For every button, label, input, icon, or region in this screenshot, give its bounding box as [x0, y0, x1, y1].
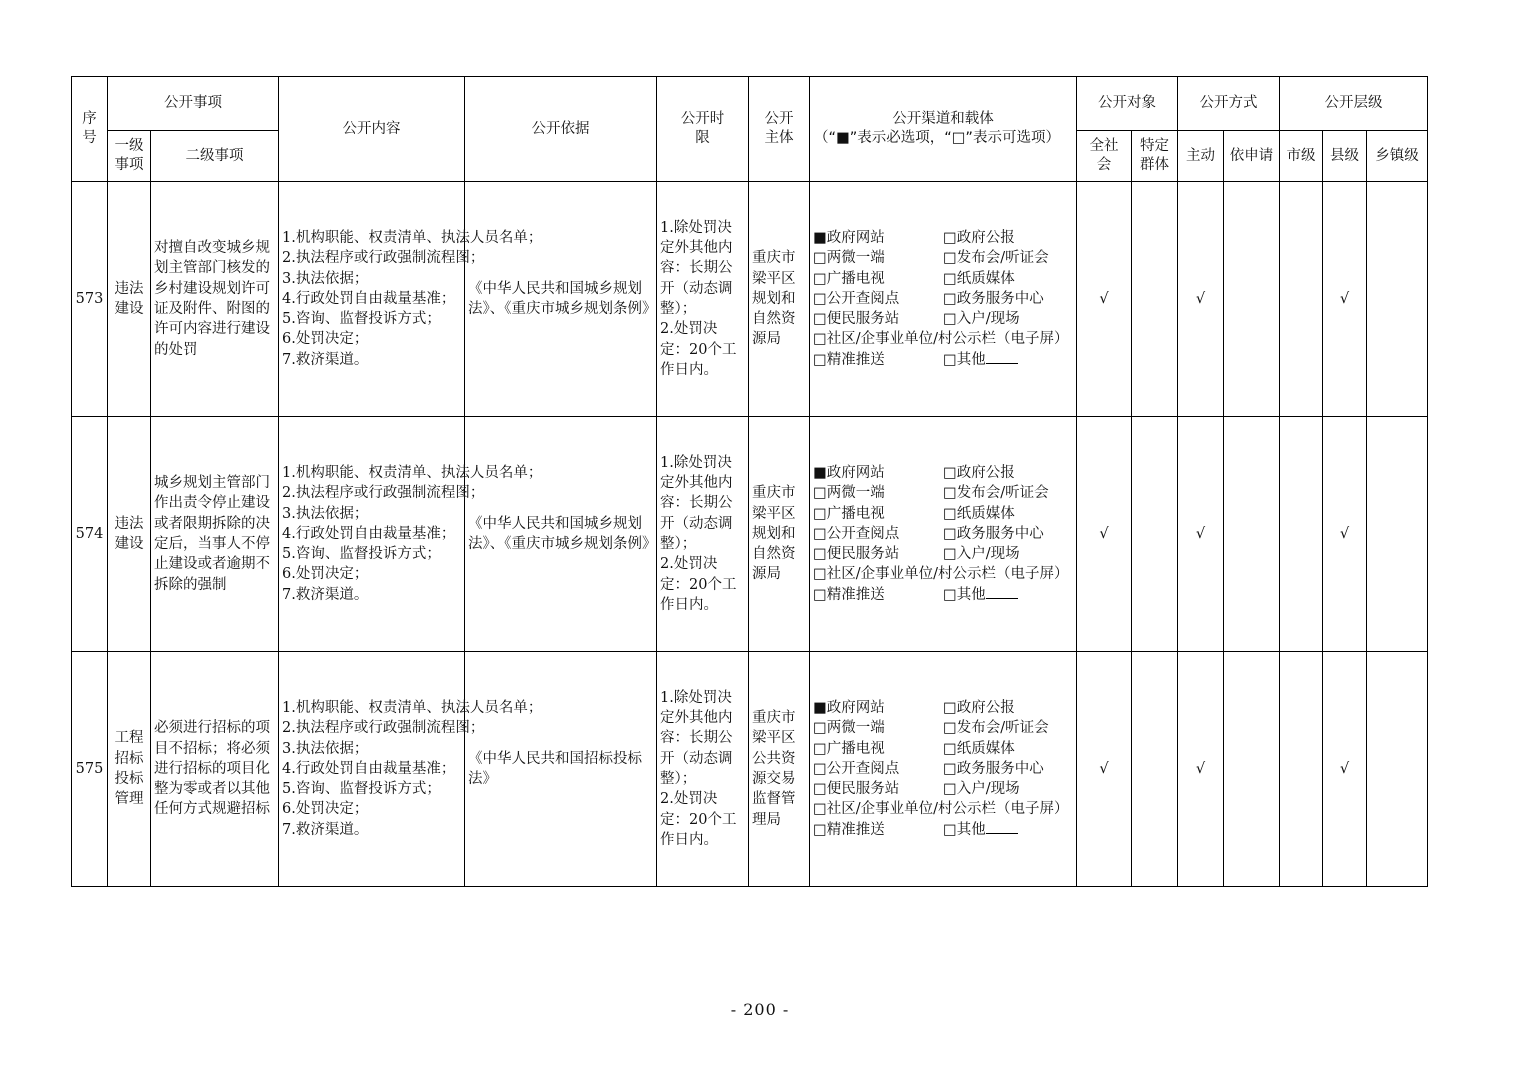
row-target-group — [1132, 652, 1178, 887]
channel-option — [943, 779, 1073, 799]
channel-option-label: □发布会/听证会 — [943, 250, 1049, 267]
header-basis: 公开依据 — [465, 77, 657, 182]
row-content-line: 2.执法程序或行政强制流程图； — [282, 485, 485, 502]
row-timelimit-line: 2.处罚决定：20个工作日内。 — [660, 321, 737, 378]
channel-option-label: ■政府网站 — [813, 464, 885, 481]
row-content-line: 3.执法依据； — [282, 740, 369, 757]
row-subject: 重庆市梁平区规划和自然资源局 — [749, 417, 810, 652]
channel-option — [943, 483, 1073, 503]
header-level2: 二级事项 — [151, 131, 279, 182]
channel-option — [813, 718, 943, 738]
row-timelimit — [657, 652, 749, 887]
channel-option — [943, 289, 1073, 309]
header-method-apply: 依申请 — [1224, 131, 1280, 182]
row-content-line: 3.执法依据； — [282, 270, 369, 287]
channel-option — [813, 698, 943, 718]
channel-option — [813, 759, 943, 779]
header-level-county: 县级 — [1323, 131, 1367, 182]
row-method-active: √ — [1178, 417, 1224, 652]
row-content-line: 4.行政处罚自由裁量基准； — [282, 290, 456, 307]
page-number: - 200 - — [730, 1000, 790, 1019]
channel-option-label: □政府公报 — [943, 229, 1015, 246]
channel-option — [943, 504, 1073, 524]
channel-option — [943, 718, 1073, 738]
row-content-line: 1.机构职能、权责清单、执法人员名单； — [282, 229, 543, 246]
row-method-apply — [1224, 417, 1280, 652]
row-level-city — [1280, 182, 1323, 417]
row-subject: 重庆市梁平区公共资源交易监督管理局 — [749, 652, 810, 887]
row-basis: 《中华人民共和国招标投标法》 — [465, 652, 657, 887]
header-target-all: 全社会 — [1077, 131, 1132, 182]
channel-option — [943, 309, 1073, 329]
row-timelimit — [657, 182, 749, 417]
channel-option-label: □精准推送 — [813, 821, 885, 838]
row-level1: 违法建设 — [108, 182, 151, 417]
row-content-line: 5.咨询、监督投诉方式； — [282, 781, 441, 798]
channel-option-label: □社区/企事业单位/村公示栏（电子屏） — [813, 566, 1069, 583]
row-channels — [810, 417, 1077, 652]
row-content — [279, 417, 543, 652]
row-level2: 对擅自改变城乡规划主管部门核发的乡村建设规划许可证及附件、附图的许可内容进行建设的处罚 — [151, 182, 279, 417]
row-timelimit-line: 1.除处罚决定外其他内容：长期公开（动态调整）； — [660, 219, 733, 317]
header-level-city: 市级 — [1280, 131, 1323, 182]
row-target-group — [1132, 417, 1178, 652]
channel-option-label: □其他 — [943, 586, 986, 603]
table-row — [72, 652, 1428, 887]
row-subject: 重庆市梁平区规划和自然资源局 — [749, 182, 810, 417]
channel-option-label: □两微一端 — [813, 250, 885, 267]
header-level: 公开层级 — [1280, 77, 1428, 131]
row-seq: 575 — [72, 652, 108, 887]
channel-option — [813, 524, 943, 544]
channel-option-label: □社区/企事业单位/村公示栏（电子屏） — [813, 331, 1069, 348]
channel-option-label: □纸质媒体 — [943, 740, 1015, 757]
channel-option — [943, 759, 1073, 779]
row-timelimit-line: 2.处罚决定：20个工作日内。 — [660, 556, 737, 613]
channel-option-label: □两微一端 — [813, 720, 885, 737]
row-level-city — [1280, 652, 1323, 887]
header-method: 公开方式 — [1178, 77, 1280, 131]
row-level-city — [1280, 417, 1323, 652]
channel-option — [943, 463, 1073, 483]
table-row — [72, 417, 1428, 652]
channel-option — [943, 739, 1073, 759]
row-channels — [810, 652, 1077, 887]
channel-list — [813, 463, 1073, 605]
channel-option-label: □广播电视 — [813, 270, 885, 287]
channel-option — [813, 248, 943, 268]
row-level-town — [1367, 652, 1428, 887]
header-method-active: 主动 — [1178, 131, 1224, 182]
row-method-apply — [1224, 652, 1280, 887]
row-content-line: 4.行政处罚自由裁量基准； — [282, 525, 456, 542]
header-channel — [810, 77, 1077, 182]
row-level1: 违法建设 — [108, 417, 151, 652]
channel-option-label: □精准推送 — [813, 351, 885, 368]
channel-option-label: □入户/现场 — [943, 311, 1020, 328]
channel-option-label: □入户/现场 — [943, 781, 1020, 798]
channel-option-label: □政务服务中心 — [943, 290, 1044, 307]
channel-option — [813, 463, 943, 483]
channel-option — [943, 350, 1073, 370]
row-target-group — [1132, 182, 1178, 417]
channel-option — [813, 483, 943, 503]
channel-option — [813, 228, 943, 248]
channel-option-label: □广播电视 — [813, 740, 885, 757]
disclosure-table — [71, 76, 1428, 887]
row-timelimit-line: 2.处罚决定：20个工作日内。 — [660, 791, 737, 848]
other-blank-line — [986, 821, 1018, 834]
channel-option — [813, 309, 943, 329]
channel-list — [813, 698, 1073, 840]
channel-option — [813, 269, 943, 289]
row-content-line: 3.执法依据； — [282, 505, 369, 522]
channel-option-label: ■政府网站 — [813, 699, 885, 716]
channel-option-label: □公开查阅点 — [813, 290, 900, 307]
row-content-line: 4.行政处罚自由裁量基准； — [282, 760, 456, 777]
channel-option-label: □发布会/听证会 — [943, 485, 1049, 502]
row-content-line: 7.救济渠道。 — [282, 821, 369, 838]
header-content: 公开内容 — [279, 77, 465, 182]
channel-option-label: □入户/现场 — [943, 546, 1020, 563]
channel-option — [943, 820, 1073, 840]
row-content — [279, 652, 543, 887]
row-content-line: 5.咨询、监督投诉方式； — [282, 546, 441, 563]
channel-option — [943, 524, 1073, 544]
other-blank-line — [986, 586, 1018, 599]
row-content-line: 6.处罚决定； — [282, 566, 369, 583]
header-matter: 公开事项 — [108, 77, 279, 131]
channel-option-label: □发布会/听证会 — [943, 720, 1049, 737]
row-content-line: 1.机构职能、权责清单、执法人员名单； — [282, 699, 543, 716]
row-method-active: √ — [1178, 182, 1224, 417]
channel-option-label: □政务服务中心 — [943, 525, 1044, 542]
row-seq: 574 — [72, 417, 108, 652]
channel-list — [813, 228, 1073, 370]
row-basis: 《中华人民共和国城乡规划法》、《重庆市城乡规划条例》 — [465, 417, 657, 652]
channel-option — [813, 585, 943, 605]
channel-option — [813, 289, 943, 309]
channel-option — [813, 350, 943, 370]
row-level1: 工程招标投标管理 — [108, 652, 151, 887]
channel-option — [813, 504, 943, 524]
channel-option-label: □社区/企事业单位/村公示栏（电子屏） — [813, 801, 1069, 818]
header-timelimit: 公开时限 — [657, 77, 749, 182]
row-level-county: √ — [1323, 182, 1367, 417]
channel-option — [813, 544, 943, 564]
row-target-all: √ — [1077, 417, 1132, 652]
row-method-apply — [1224, 182, 1280, 417]
header-level-town: 乡镇级 — [1367, 131, 1428, 182]
row-level-county: √ — [1323, 417, 1367, 652]
channel-option-label: □便民服务站 — [813, 311, 900, 328]
header-target: 公开对象 — [1077, 77, 1178, 131]
channel-option — [943, 269, 1073, 289]
channel-option-label: □公开查阅点 — [813, 760, 900, 777]
row-level2: 城乡规划主管部门作出责令停止建设或者限期拆除的决定后，当事人不停止建设或者逾期不拆除的强制 — [151, 417, 279, 652]
row-content-line: 1.机构职能、权责清单、执法人员名单； — [282, 464, 543, 481]
channel-option-label: □精准推送 — [813, 586, 885, 603]
row-level-town — [1367, 417, 1428, 652]
row-timelimit-line: 1.除处罚决定外其他内容：长期公开（动态调整）； — [660, 454, 733, 552]
row-content-line: 6.处罚决定； — [282, 331, 369, 348]
header-subject: 公开主体 — [749, 77, 810, 182]
row-timelimit-line: 1.除处罚决定外其他内容：长期公开（动态调整）； — [660, 689, 733, 787]
row-channels — [810, 182, 1077, 417]
row-basis: 《中华人民共和国城乡规划法》、《重庆市城乡规划条例》 — [465, 182, 657, 417]
channel-option — [943, 698, 1073, 718]
table-row — [72, 182, 1428, 417]
other-blank-line — [986, 351, 1018, 364]
channel-option — [813, 329, 1073, 349]
row-method-active: √ — [1178, 652, 1224, 887]
header-channel-title: 公开渠道和载体 — [892, 111, 994, 127]
row-content-line: 7.救济渠道。 — [282, 586, 369, 603]
row-target-all: √ — [1077, 182, 1132, 417]
row-level-town — [1367, 182, 1428, 417]
row-content-line: 6.处罚决定； — [282, 801, 369, 818]
channel-option-label: □其他 — [943, 821, 986, 838]
row-content-line: 7.救济渠道。 — [282, 351, 369, 368]
channel-option-label: □两微一端 — [813, 485, 885, 502]
channel-option — [943, 544, 1073, 564]
channel-option-label: □政府公报 — [943, 464, 1015, 481]
row-content — [279, 182, 543, 417]
row-level2: 必须进行招标的项目不招标；将必须进行招标的项目化整为零或者以其他任何方式规避招标 — [151, 652, 279, 887]
channel-option — [813, 799, 1073, 819]
row-target-all: √ — [1077, 652, 1132, 887]
channel-option — [813, 820, 943, 840]
channel-option-label: □纸质媒体 — [943, 270, 1015, 287]
row-timelimit — [657, 417, 749, 652]
channel-option-label: □其他 — [943, 351, 986, 368]
channel-option — [813, 564, 1073, 584]
row-content-line: 5.咨询、监督投诉方式； — [282, 311, 441, 328]
channel-option-label: ■政府网站 — [813, 229, 885, 246]
channel-option-label: □便民服务站 — [813, 781, 900, 798]
channel-option-label: □纸质媒体 — [943, 505, 1015, 522]
row-content-line: 2.执法程序或行政强制流程图； — [282, 250, 485, 267]
channel-option-label: □便民服务站 — [813, 546, 900, 563]
row-content-line: 2.执法程序或行政强制流程图； — [282, 720, 485, 737]
header-seq: 序号 — [72, 77, 108, 182]
channel-option-label: □公开查阅点 — [813, 525, 900, 542]
header-level1: 一级事项 — [108, 131, 151, 182]
channel-option-label: □政务服务中心 — [943, 760, 1044, 777]
channel-option — [943, 228, 1073, 248]
channel-option — [813, 739, 943, 759]
channel-option — [943, 585, 1073, 605]
channel-option — [813, 779, 943, 799]
header-target-group: 特定群体 — [1132, 131, 1178, 182]
channel-option — [943, 248, 1073, 268]
row-seq: 573 — [72, 182, 108, 417]
channel-option-label: □政府公报 — [943, 699, 1015, 716]
row-level-county: √ — [1323, 652, 1367, 887]
channel-option-label: □广播电视 — [813, 505, 885, 522]
header-channel-note: （“■”表示必选项，“□”表示可选项） — [814, 130, 1060, 146]
